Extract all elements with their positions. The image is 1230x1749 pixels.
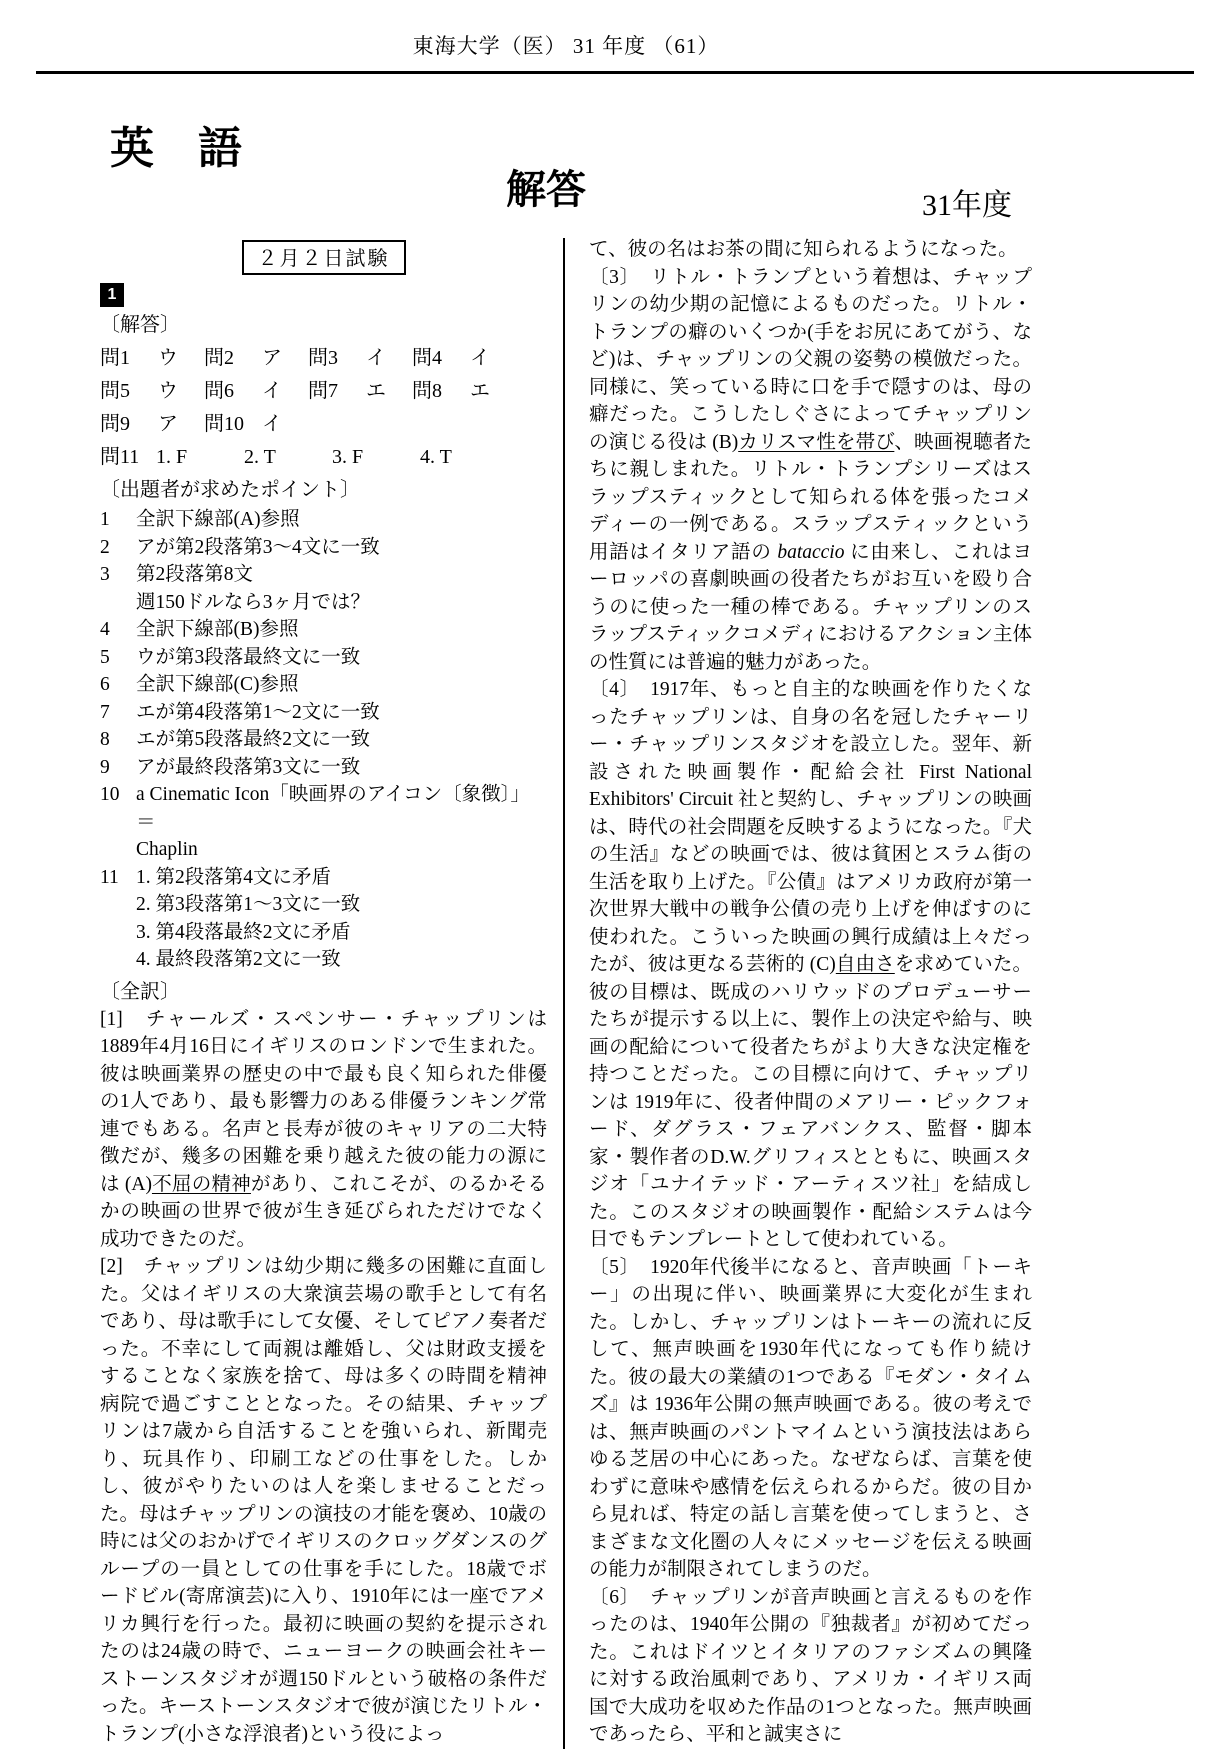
- question-label: 問3: [308, 347, 338, 369]
- answer-row: [100, 342, 547, 375]
- answer-cell: [204, 342, 308, 375]
- question-label: 問5: [100, 380, 130, 402]
- point-text: a Cinematic Icon「映画界のアイコン〔象徴〕」＝ Chaplin: [136, 784, 530, 860]
- answer-cell: [412, 342, 516, 375]
- answer-value: 4. T: [420, 446, 452, 468]
- translation-paragraph-4: 〔4〕 1917年、もっと自主的な映画を作りたくなったチャップリンは、自身の名を冠したチャーリー・チャップリンスタジオを設立した。翌年、新設された映画製作・配給会社 First National Exhibitors' Circuit 社と契約し、チャップリンの映画は、時代の社会問題を反映するようになった。『犬の生活』などの映画では、彼は貧困とスラム街の生活を取り上げた。『公債』はアメリカ政府が第一次世界大戦中の戦争公債の売り上げを伸ばすのに使われた。こういった映画の興行成績は上々だったが、彼は更なる芸術的 (C)自由さを求めていた。彼の目標は、既成のハリウッドのプロデューサーたちが提示する以上に、製作上の決定や給与、映画の配給について役者たちがより大きな決定権を持つことだった。この目標に向けて、チャップリンは 1919年に、役者仲間のメアリー・ピックフォード、ダグラス・フェアバンクス、監督・脚本家・製作者のD.W.グリフィスとともに、映画スタジオ「ユナイテッド・アーティスツ社」を結成した。このスタジオの映画製作・配給システムは今日でもテンプレートとして使われている。: [589, 679, 1032, 1250]
- page-header: 東海大学（医） 31 年度 （61）: [412, 34, 720, 58]
- answer-cell: [412, 375, 516, 408]
- point-item: [100, 644, 547, 672]
- answers-block: [100, 342, 547, 474]
- point-number: 8: [100, 729, 110, 750]
- year-label: 31年度: [922, 189, 1012, 222]
- translation-paragraph-5: 〔5〕 1920年代後半になると、音声映画「トーキー」の出現に伴い、映画業界に大変化が生まれた。しかし、チャップリンはトーキーの流れに反して、無声映画を1930年代になっても作り続けた。彼の最大の業績の1つである『モダン・タイムズ』は 1936年公開の無声映画である。彼の考えでは、無声映画のパントマイムという演技法はあらゆる芝居の中心にあった。なぜならば、言葉を使わずに意味や感情を伝えられるからだ。彼の目から見れば、特定の話し言葉を使ってしまうと、さまざまな文化圏の人々にメッセージを伝える映画の能力が制限されてしまうのだ。: [589, 1256, 1032, 1580]
- question-label: 問8: [412, 380, 442, 402]
- translation-paragraph-3: 〔3〕 リトル・トランプという着想は、チャップリンの幼少期の記憶によるものだった。リトル・トランプの癖のいくつか(手をお尻にあてがう、など)は、チャップリンの父親の姿勢の模倣だった。同様に、笑っている時に口を手で隠すのは、母の癖だった。こうしたしぐさによってチャップリンの演じる役は (B)カリスマ性を帯び、映画視聴者たちに親しまれた。リトル・トランプシリーズはスラップスティックとして知られる体を張ったコメディーの一例である。スラップスティックという用語はイタリア語の bataccio に由来し、これはヨーロッパの喜劇映画の役者たちがお互いを殴り合うのに使った一種の棒である。チャップリンのスラップスティックコメディにおけるアクション主体の性質には普遍的魅力があった。: [589, 266, 1032, 673]
- point-text: 全訳下線部(A)参照: [136, 509, 300, 530]
- translation-paragraph-1: [1] チャールズ・スペンサー・チャップリンは 1889年4月16日にイギリスのロンドンで生まれた。彼は映画業界の歴史の中で最も良く知られた俳優の1人であり、最も影響力のある俳優ランキング常連でもある。名声と長寿が彼のキャリアの二大特徴だが、幾多の困難を乗り越えた彼の能力の源には (A)不屈の精神があり、これこそが、のるかそるかの映画の世界で彼が生き延びられただけでなく成功できたのだ。: [100, 1008, 547, 1250]
- answer-row: [100, 408, 547, 441]
- point-item: [100, 699, 547, 727]
- content-columns: [100, 236, 1032, 1749]
- right-column: [589, 236, 1032, 1749]
- point-number: 1: [100, 509, 110, 530]
- point-text: 第2段落第8文 週150ドルなら3ヶ月では？: [136, 564, 371, 613]
- question-label: 問6: [204, 380, 234, 402]
- answer-cell: [204, 375, 308, 408]
- point-item: [100, 616, 547, 644]
- answer-value: 1. F: [156, 446, 188, 468]
- points-heading: 〔出題者が求めたポイント〕: [100, 479, 360, 501]
- answer-title: 解答: [506, 167, 586, 212]
- point-number: 6: [100, 674, 110, 695]
- answer-cell: [100, 375, 204, 408]
- question-number-badge: 1: [100, 283, 124, 307]
- answer-cell: [100, 408, 204, 441]
- answer-row-11: [100, 441, 547, 474]
- point-number: 7: [100, 701, 110, 723]
- point-text: 1. 第2段落第4文に矛盾 2. 第3段落第1～3文に一致 3. 第4段落最終2文に矛盾 4. 最終段落第2文に一致: [136, 866, 361, 970]
- point-number: 2: [100, 536, 110, 558]
- translation-heading: 〔全訳〕: [100, 980, 180, 1003]
- answer-value: 2. T: [244, 446, 276, 468]
- exam-date-box: ２月２日試験: [242, 240, 406, 275]
- point-number: 10: [100, 784, 120, 805]
- point-number: 4: [100, 619, 110, 640]
- answer-value: ア: [158, 413, 178, 435]
- answer-value: ウ: [158, 380, 178, 402]
- point-item: [100, 781, 547, 864]
- answer-value: エ: [366, 380, 386, 402]
- point-text: 全訳下線部(B)参照: [136, 619, 299, 640]
- answer-cell: [308, 342, 412, 375]
- answer-value: イ: [366, 347, 386, 369]
- translation-paragraph-2: [2] チャップリンは幼少期に幾多の困難に直面した。父はイギリスの大衆演芸場の歌手として有名であり、母は歌手にして女優、そしてピアノ奏者だった。不幸にして両親は離婚し、父は財政支援をすることなく家族を捨て、母は多くの時間を精神病院で過ごすこととなった。その結果、チャップリンは7歳から自活することを強いられ、新聞売り、玩具作り、印刷工などの仕事をした。しかし、彼がやりたいのは人を楽しませることだった。母はチャップリンの演技の才能を褒め、10歳の時には父のおかげでイギリスのクロッグダンスのグループの一員としての仕事を手にした。18歳でボードビル(寄席演芸)に入り、1910年には一座でアメリカ興行を行った。最初に映画の契約を提示されたのは24歳の時で、ニューヨークの映画会社キーストーンスタジオが週150ドルという破格の条件だった。キーストーンスタジオで彼が演じたリトル・トランプ(小さな浮浪者)という役によっ: [100, 1256, 547, 1745]
- point-number: 9: [100, 756, 110, 778]
- answer-row: [100, 375, 547, 408]
- question-label: 問2: [204, 347, 234, 369]
- question-label: 問1: [100, 347, 130, 369]
- point-number: 3: [100, 564, 110, 585]
- answer-value: イ: [470, 347, 490, 369]
- translation-paragraph-6: 〔6〕 チャップリンが音声映画と言えるものを作ったのは、1940年公開の『独裁者』が初めてだった。これはドイツとイタリアのファシズムの興隆に対する政治風刺であり、アメリカ・イギリス両国で大成功を収めた作品の1つとなった。無声映画であったら、平和と誠実さに: [589, 1586, 1032, 1745]
- point-item: [100, 506, 547, 534]
- answer-value: ウ: [158, 347, 178, 369]
- point-item: [100, 864, 547, 974]
- point-text: アが最終段落第3文に一致: [136, 756, 361, 778]
- point-item: [100, 561, 547, 616]
- point-item: [100, 534, 547, 562]
- question-label: 問4: [412, 347, 442, 369]
- point-item: [100, 726, 547, 754]
- point-number: 5: [100, 646, 110, 668]
- point-text: エが第4段落第1～2文に一致: [136, 701, 380, 723]
- question-label: 問7: [308, 380, 338, 402]
- answer-value: 3. F: [332, 446, 364, 468]
- points-list: [100, 506, 547, 974]
- point-number: 11: [100, 866, 119, 888]
- question-label: 問11: [100, 446, 140, 468]
- point-item: [100, 671, 547, 699]
- point-text: エが第5段落最終2文に一致: [136, 729, 371, 750]
- answer-cell: [100, 342, 204, 375]
- answers-heading: 〔解答〕: [100, 314, 180, 336]
- subject-title: 英 語: [110, 124, 242, 173]
- answer-value: エ: [470, 380, 490, 402]
- point-text: ウが第3段落最終文に一致: [136, 646, 361, 668]
- point-item: [100, 754, 547, 782]
- point-text: アが第2段落第3～4文に一致: [136, 536, 380, 558]
- point-text: 全訳下線部(C)参照: [136, 674, 299, 695]
- header-rule: [36, 71, 1194, 74]
- answer-cell: [204, 408, 308, 441]
- answer-value: イ: [262, 380, 282, 402]
- left-column: [100, 236, 547, 1749]
- question-label: 問9: [100, 413, 130, 435]
- answer-value: イ: [262, 413, 282, 435]
- answer-value: ア: [262, 347, 282, 369]
- question-label: 問10: [204, 413, 244, 435]
- translation-paragraph-2-continued: て、彼の名はお茶の間に知られるようになった。: [589, 239, 1018, 260]
- column-divider: [563, 238, 565, 1749]
- answer-cell: [308, 375, 412, 408]
